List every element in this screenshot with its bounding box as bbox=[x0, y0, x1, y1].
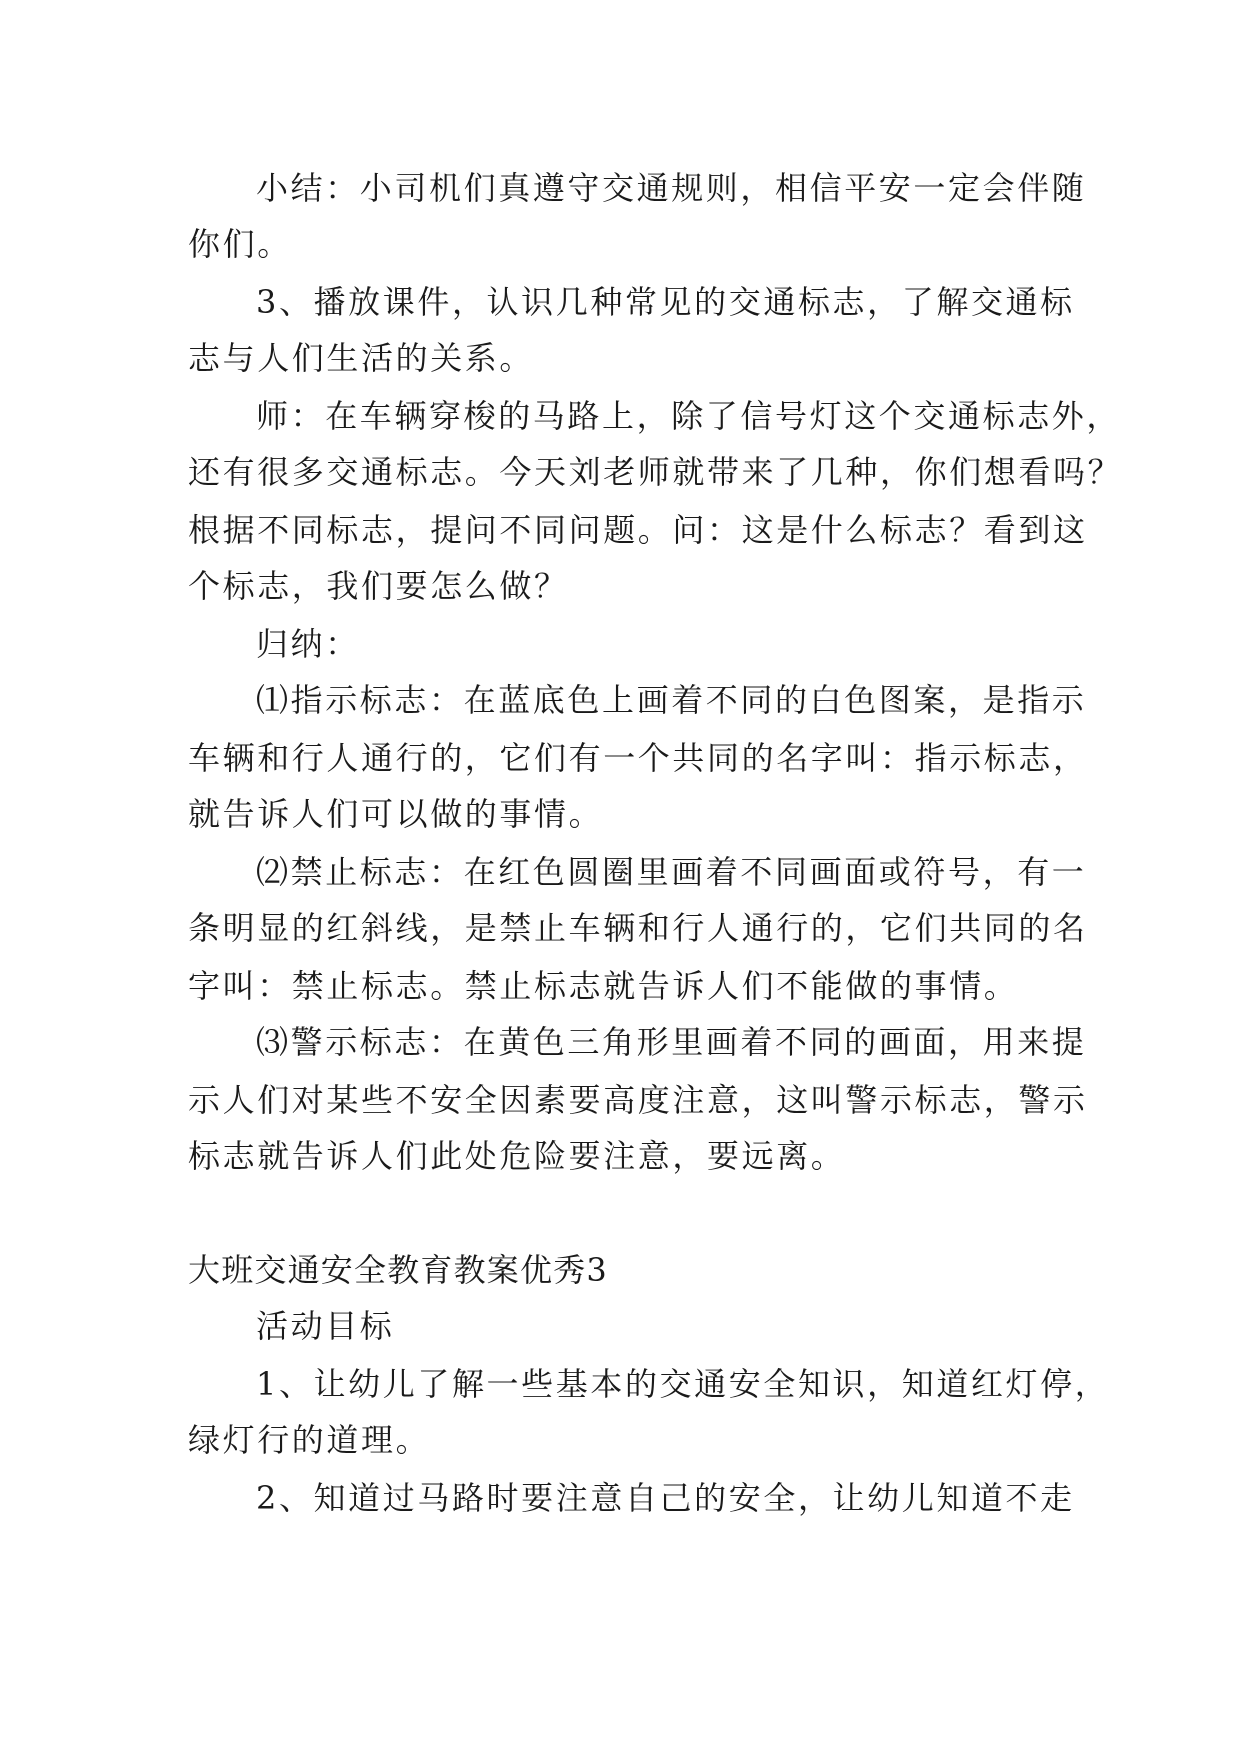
summary-line-2: 你们。 bbox=[188, 225, 292, 263]
summary-line-1: 小结：小司机们真遵守交通规则，相信平安一定会伴随 bbox=[256, 169, 1087, 207]
goal-2-line-1: 2、知道过马路时要注意自己的安全，让幼儿知道不走 bbox=[256, 1479, 1075, 1517]
goal-1-line-2: 绿灯行的道理。 bbox=[188, 1421, 431, 1459]
instruction-sign-line-2: 车辆和行人通行的，它们有一个共同的名字叫：指示标志， bbox=[188, 739, 1088, 777]
activity-goal-heading: 活动目标 bbox=[256, 1307, 395, 1345]
warning-sign-line-2: 示人们对某些不安全因素要高度注意，这叫警示标志，警示 bbox=[188, 1081, 1088, 1119]
warning-sign-line-1: ⑶警示标志：在黄色三角形里画着不同的画面，用来提 bbox=[256, 1023, 1087, 1061]
teacher-line-3: 根据不同标志，提问不同问题。问：这是什么标志？看到这 bbox=[188, 511, 1088, 549]
prohibition-sign-line-2: 条明显的红斜线，是禁止车辆和行人通行的，它们共同的名 bbox=[188, 909, 1088, 947]
warning-sign-line-3: 标志就告诉人们此处危险要注意，要远离。 bbox=[188, 1137, 846, 1175]
teacher-line-4: 个标志，我们要怎么做？ bbox=[188, 567, 569, 605]
goal-1-line-1: 1、让幼儿了解一些基本的交通安全知识，知道红灯停， bbox=[256, 1365, 1110, 1403]
step3-line-2: 志与人们生活的关系。 bbox=[188, 339, 535, 377]
teacher-line-1: 师：在车辆穿梭的马路上，除了信号灯这个交通标志外， bbox=[256, 397, 1122, 435]
instruction-sign-line-1: ⑴指示标志：在蓝底色上画着不同的白色图案，是指示 bbox=[256, 681, 1087, 719]
summary-heading: 归纳： bbox=[256, 625, 360, 663]
prohibition-sign-line-1: ⑵禁止标志：在红色圆圈里画着不同画面或符号，有一 bbox=[256, 853, 1087, 891]
step3-line-1: 3、播放课件，认识几种常见的交通标志，了解交通标 bbox=[256, 283, 1075, 321]
instruction-sign-line-3: 就告诉人们可以做的事情。 bbox=[188, 795, 604, 833]
section-title: 大班交通安全教育教案优秀3 bbox=[188, 1251, 608, 1289]
teacher-line-2: 还有很多交通标志。今天刘老师就带来了几种，你们想看吗？ bbox=[188, 453, 1123, 491]
prohibition-sign-line-3: 字叫：禁止标志。禁止标志就告诉人们不能做的事情。 bbox=[188, 967, 1019, 1005]
